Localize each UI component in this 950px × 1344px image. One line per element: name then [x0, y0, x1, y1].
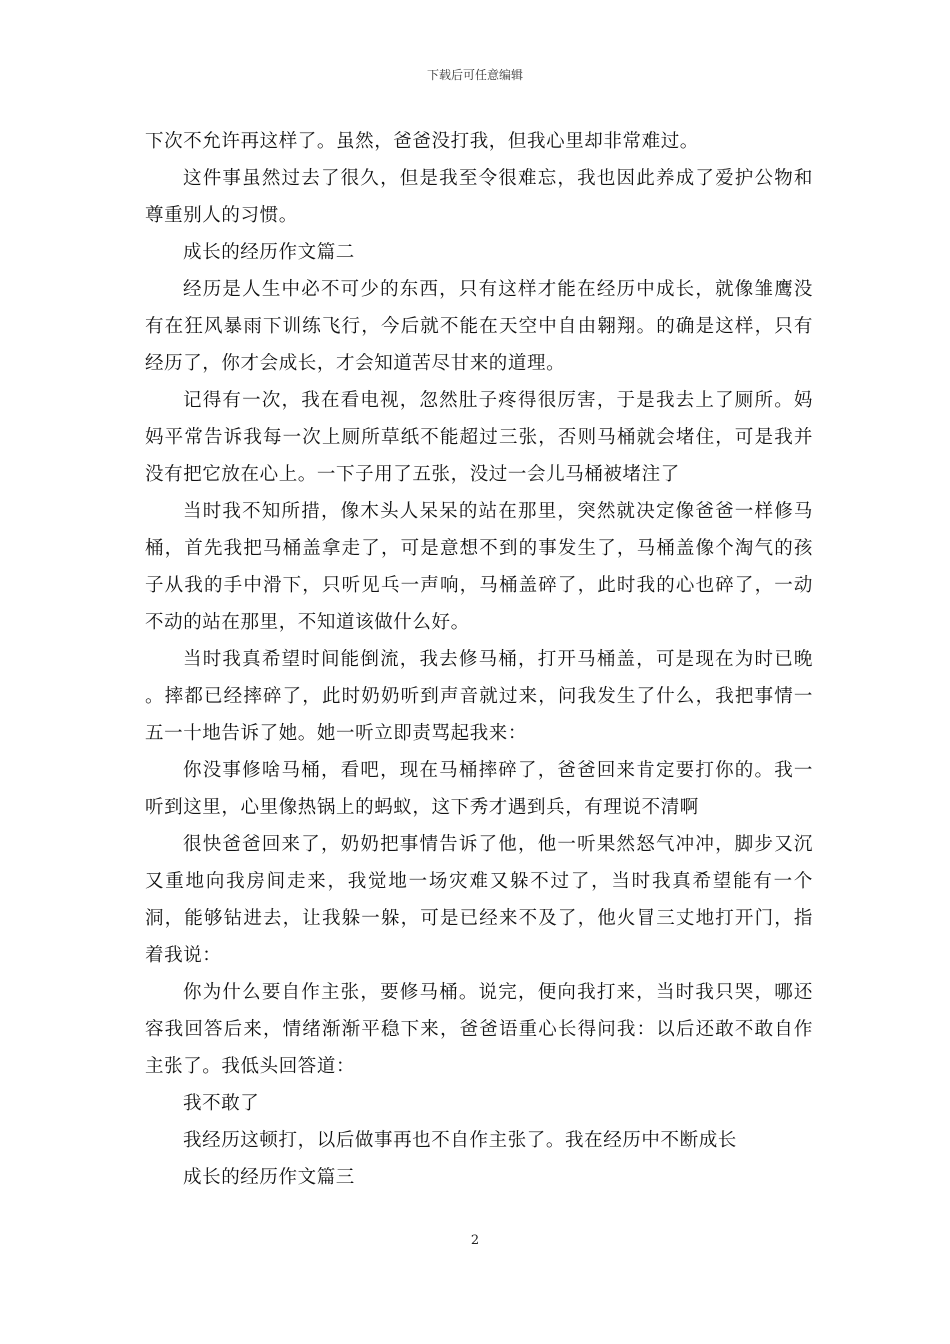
paragraph: 当时我不知所措，像木头人呆呆的站在那里，突然就决定像爸爸一样修马桶，首先我把马桶盖拿走了，可是意想不到的事发生了，马桶盖像个淘气的孩子从我的手中滑下，只听见乓一声响，马桶盖碎了，此时我的心也碎了，一动不动的站在那里，不知道该做什么好。 — [145, 501, 813, 633]
paragraph: 下次不允许再这样了。虽然，爸爸没打我，但我心里却非常难过。 — [145, 131, 699, 152]
paragraph: 你为什么要自作主张，要修马桶。说完，便向我打来，当时我只哭，哪还容我回答后来，情绪渐渐平稳下来，爸爸语重心长得问我：以后还敢不敢自作主张了。我低头回答道： — [145, 982, 813, 1077]
paragraph: 很快爸爸回来了，奶奶把事情告诉了他，他一听果然怒气冲冲，脚步又沉又重地向我房间走来，我觉地一场灾难又躲不过了，当时我真希望能有一个洞，能够钻进去，让我躲一躲，可是已经来不及了，他火冒三丈地打开门，指着我说： — [145, 834, 813, 966]
paragraph: 这件事虽然过去了很久，但是我至令很难忘，我也因此养成了爱护公物和尊重别人的习惯。 — [145, 168, 813, 226]
page-number: 2 — [470, 1233, 480, 1248]
paragraph: 当时我真希望时间能倒流，我去修马桶，打开马桶盖，可是现在为时已晚 。摔都已经摔碎了，此时奶奶听到声音就过来，问我发生了什么，我把事情一五一十地告诉了她。她一听立即责骂起我来： — [145, 649, 813, 744]
section-heading: 成长的经历作文篇三 — [183, 1167, 355, 1188]
paragraph: 我不敢了 — [183, 1093, 260, 1114]
paragraph: 记得有一次，我在看电视，忽然肚子疼得很厉害，于是我去上了厕所。妈妈平常告诉我每一次上厕所草纸不能超过三张，否则马桶就会堵住，可是我并没有把它放在心上。一下子用了五张，没过一会儿马桶被堵注了 — [145, 390, 813, 485]
section-heading: 成长的经历作文篇二 — [183, 242, 355, 263]
paragraph: 你没事修啥马桶，看吧，现在马桶摔碎了，爸爸回来肯定要打你的。我一听到这里，心里像热锅上的蚂蚁，这下秀才遇到兵，有理说不清啊 — [145, 760, 813, 818]
document-body — [145, 123, 813, 1196]
page-header: 下载后可任意编辑 — [426, 68, 523, 82]
paragraph: 经历是人生中必不可少的东西，只有这样才能在经历中成长，就像雏鹰没有在狂风暴雨下训练飞行，今后就不能在天空中自由翱翔。的确是这样，只有经历了，你才会成长，才会知道苦尽甘来的道理。 — [145, 279, 813, 374]
paragraph: 我经历这顿打，以后做事再也不自作主张了。我在经历中不断成长 — [183, 1130, 737, 1151]
